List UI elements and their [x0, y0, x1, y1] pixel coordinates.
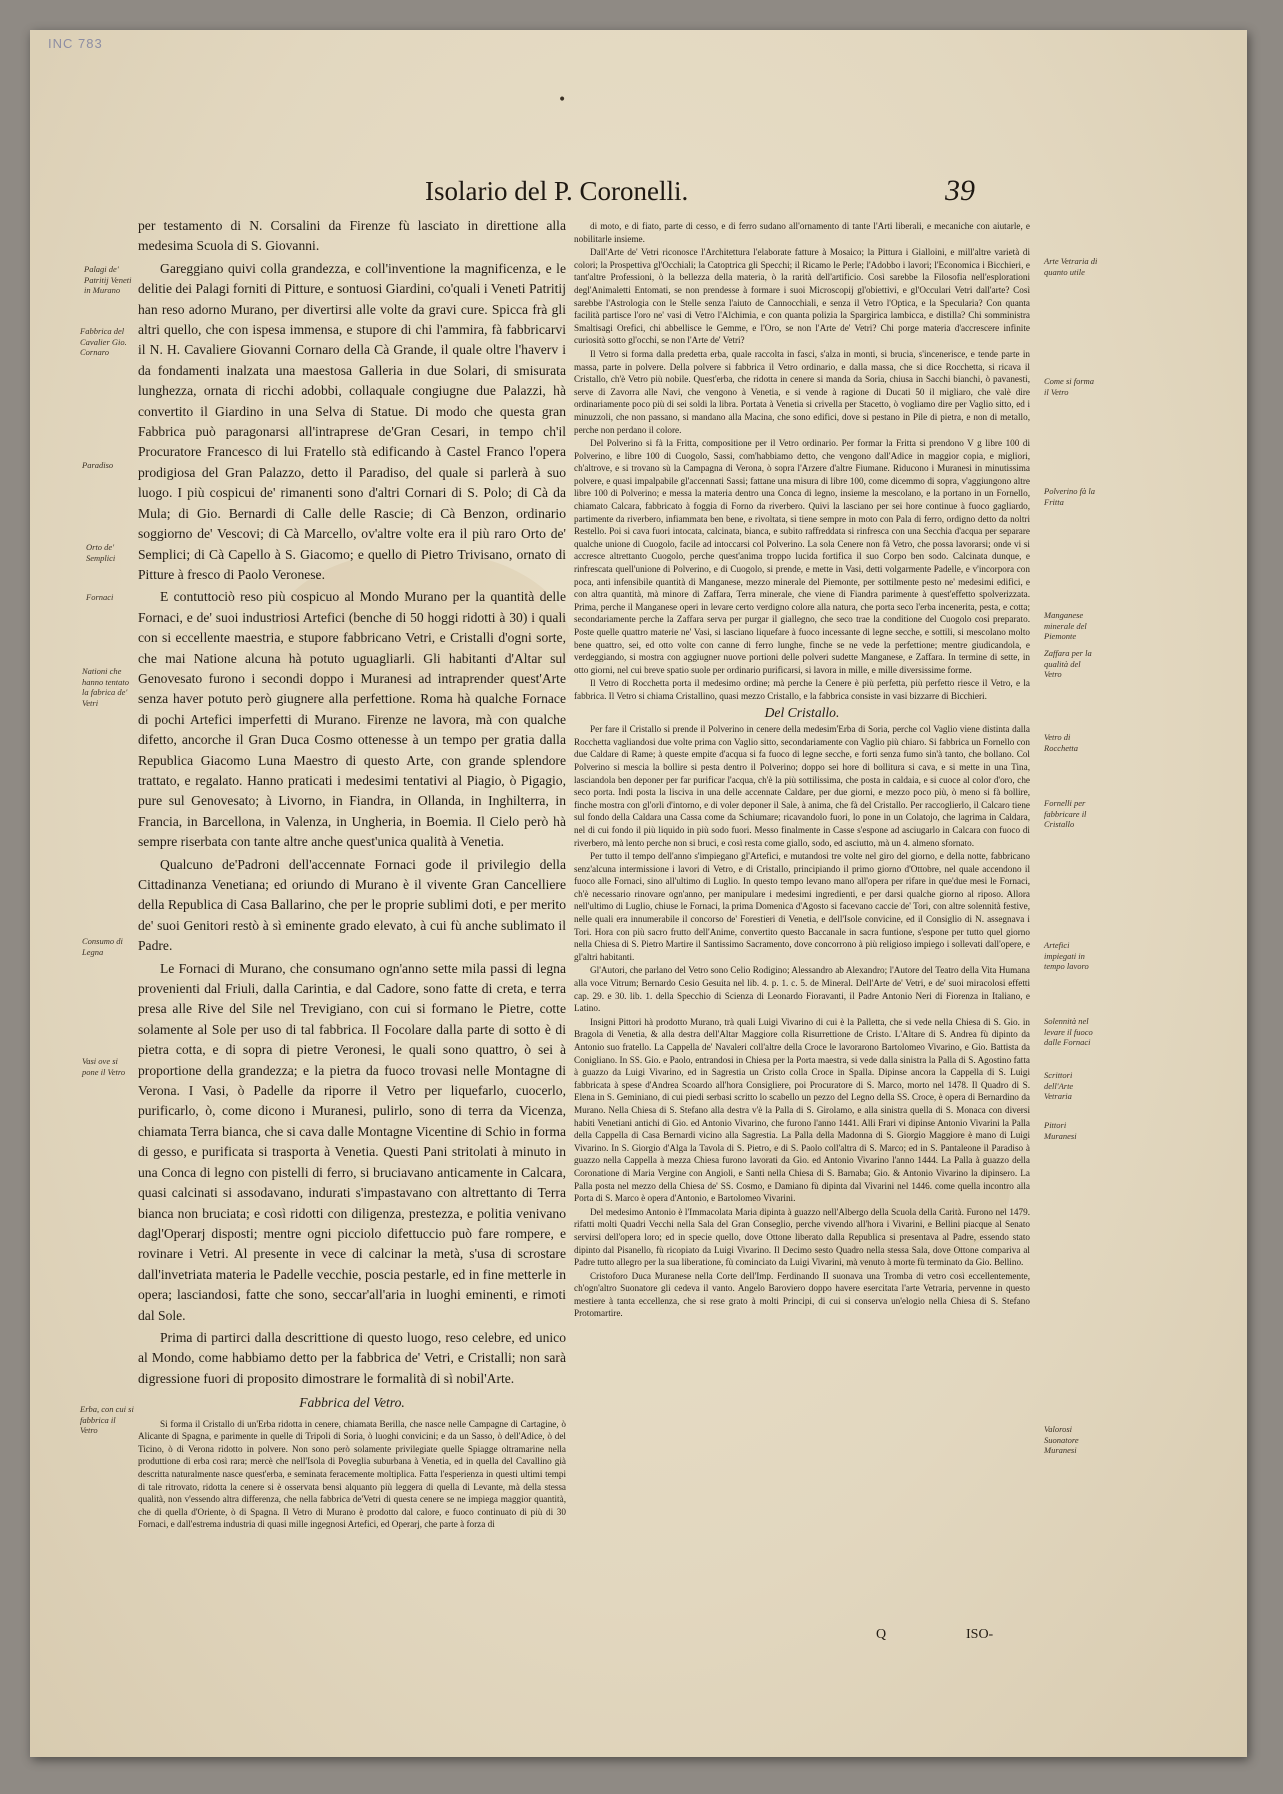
margin-note-polverino: Polverino fà la Fritta: [1044, 486, 1095, 507]
paragraph: Gareggiano quivi colla grandezza, e coll'inventione la magnificenza, e le delitie dei Palagi forniti di Pitture, e sontuosi Giardini, co'quali i Veneti Patritij han reso adorno Murano, per divertirsi alle volte da gravi cure. Spicca frà gli altri quello, che con ispesa immensa, e stupore di chi l'ammira, fà fabbricarvi il N. H. Cavaliere Giovanni Cornaro della Cà Grande, il quale oltre l'haverv i da fondamenti inalzata una maestosa Galleria in due Solari, di smisurata lunghezza, ornata di ricchi adobbi, collaquale congiugne due Palazzi, hà convertito il Giardino in una Selva di Statue. Di modo che questa gran Fabbrica può paragonarsi all'intraprese de'Gran Cesari, in tempo ch'il Procuratore Francesco di lui Fratello stà edificando à Castel Franco l'opera prodigiosa del Gran Palazzo, detto il Paradiso, del quale si parlerà à suo luogo. I più cospicui de' rimanenti sono d'altri Cornari di S. Polo; di Cà da Mula; di Gio. Bernardi di Calle delle Rascie; di Cà Benzon, ordinario soggiorno de' Vescovi; di Cà Marcello, ov'altre volte era il più raro Orto de' Semplici; di Cà Capello à S. Giacomo; e quello di Pietro Trivisano, ornato di Pitture à fresco di Paolo Veronese.: [138, 260, 566, 582]
margin-note-fornaci: Fornaci: [86, 592, 114, 602]
margin-note-artefici: Artefici impiegati in tempo lavoro: [1044, 940, 1089, 971]
paragraph: E contuttociò reso più cospicuo al Mondo Murano per la quantità delle Fornaci, e de' suoi industriosi Artefici (benche di 50 hoggi ridotti à 30) i quali con si eccellente maestria, e stupore fabbricano Vetri, e Cristalli d'ogni sorte, che mai Natione alcuna hà potuto uguagliarli. Gli habitanti d'Altar sul Genovesato furono i secondi doppo i Muranesi ad intraprender quest'Arte senza haver potuto però giugnere alla perfettione. Roma hà qualche Fornace di pochi Artefici imperfetti di Murano. Firenze ne lavora, mà con qualche difetto, ancorche il Gran Duca Cosmo ottenesse à un tempo per gratia dalla Republica Giacomo Luna Maestro di questo Arte, con grande splendore trattato, e regalato. Hanno praticati i medesimi tentativi al Piagio, ò Pigagio, pure sul Genovesato; à Livorno, in Fiandra, in Ollanda, in Inghilterra, in Francia, in Barcellona, in Valenza, in Ungheria, in Boemia. Il Cielo però hà sempre riserbata con tante altre anche quest'unica qualità à Venetia.: [138, 589, 566, 850]
paragraph-small: Si forma il Cristallo di un'Erba ridotta in cenere, chiamata Berilla, che nasce nelle Campagne di Cartagine, ò Alicante di Spagna, e parimente in quelle di Tripoli di Soria, ò luoghi convicini; e da un Sasso, ò dell'Adice, ò del Ticino, ò di Verona ridotto in polvere. Non sono però solamente privilegiate quelle Spiagge oltramarine nella produttione di erba così rara; mercè che nell'Isola di Poveglia suburbana à Venetia, ed in quella del Cavallino già descritta naturalmente nasce quest'erba, e seminata feracemente moltiplica. Fatta l'esperienza in questi ultimi tempi di tale ritrovato, ridotta la cenere si è osservata bensì alquanto più leggera di quella di Levante, mà della stessa qualità, non v'essendo altra differenza, che nella fabbrica de'Vetri di questa cenere se ne impiega maggior quantità, che di quella d'Oriente, ò di Spagna. Il Vetro di Murano è prodotto dal calore, e fuoco continuato di più di 30 Fornaci, e dall'estrema industria di quasi mille ingegnosi Artefici, ed Operarj, che parte à forza di: [138, 1418, 566, 1530]
margin-note-solennita: Solennità nel levare il fuoco dalle Fornaci: [1044, 1016, 1093, 1047]
paragraph: Gl'Autori, che parlano del Vetro sono Celio Rodigino; Alessandro ab Alexandro; l'Autore del Teatro della Vita Humana alla voce Vitrum; Bernardo Cesio Gesuita nel lib. 4. p. 1. c. 5. de Mineral. Dell'Arte de' Vetri, e de' suoi miracolosi effetti cap. 29. e 30. lib. 1. della Specchio di Scienza di Leonardo Fioravanti, il Padre Antonio Neri di Fiorenza in Italiano, e Latino.: [574, 965, 1030, 1014]
margin-note-rocchetta: Vetro di Rocchetta: [1044, 732, 1078, 753]
margin-note-come-forma: Come si forma il Vetro: [1044, 376, 1095, 397]
paragraph: Insigni Pittori hà prodotto Murano, trà quali Luigi Vivarino di cui è la Palletta, che si vede nella Chiesa di S. Gio. in Bragola di Venetia, & alla destra dell'Altar Maggiore colla Risurrettione de Cristo. L'Altare di S. Andrea fù dipinto da Antonio suo fratello. La Cappella de' Navaleri coll'altre della Croce le lavorarono Bartolomeo Vivarino, e Gio. Battista da Conigliano. In SS. Gio. e Paolo, entrandosi in Chiesa per la Porta maestra, si vede dalla sinistra la Palla di S. Agostino fatta à guazzo da Luigi Vivarino, ed in Sagrestia un Cristo colla Croce in Spalla. Dipinse ancora la Cappella di S. Luigi fabbricata à spese d'Andrea Scoardo all'hora Consigliere, poi Procuratore di S. Marco, morto nel 1478. Il Quadro di S. Elena in S. Geminiano, di cui piedi serbasi scritto lo scabello un pezzo del Legno della SS. Croce, è opera di Bernardino da Murano. Nella Chiesa di S. Stefano alla destra v'è la Palla di S. Girolamo, e alla sinistra quella di S. Monaca con diversi habiti Venetiani antichi di Gio. ed Antonio Vivarino, che furono l'anno 1441. Alli Frari vi dipinse Antonio Vivarini la Palla della Cappella di Casa Bernardi vicino alla Sagrestia. La Palla della Madonna di S. Giorgio Maggiore è mano di Luigi Vivarino. In S. Giorgio d'Alga la Tavola di S. Pietro, e di S. Paolo coll'altra di S. Marco; ed in S. Pantaleone il Paradiso à guazzo nella Cappella à mezza Chiesa furono lavorati da Gio. ed Antonio Vivarino l'anno 1444. La Palla à guazzo della Coronatione di Maria Vergine con Angioli, e Santi nella Chiesa di S. Barnaba; Gio. & Antonio Vivarino la dipinsero. La Palla posta nel mezzo della Chiesa de' SS. Cosmo, e Damiano fù dipinta dal Vivarini nel 1446. come quella incontro alla Porta di S. Marco è opera d'Antonio, e Bartolomeo Vivarini.: [574, 1016, 1030, 1204]
margin-note-scrittori: Scrittori dell'Arte Vetraria: [1044, 1070, 1074, 1101]
paper-sheet: [30, 30, 1247, 1757]
paragraph: Il Vetro si forma dalla predetta erba, quale raccolta in fasci, s'alza in monti, si brucia, s'incenerisce, e tende parte in massa, parte in polvere. Della polvere si fabbrica il Vetro ordinario, e dalla massa, che si dice Rocchetta, si ricava il Cristallo, ch'è Vetro più nobile. Quest'erba, che ridotta in cenere si manda da Soria, chiusa in Sacchi bianchi, ò pavanesti, serve di Zavorra alle Navi, che vengono à Venetia, e si vende à ragione di Ducati 50 il migliaro, che valè dire ordinariamente poco più di sei soldi la libra. Portata à Venetia si crivella per Stacetto, ò vogliamo dire per Vaglio sitto, ed i minuzzoli, che non passano, si mandano alla Macina, che sono edifici, dove si pestano in Pile di pietra, e non di metallo, perche non perdano il colore.: [574, 348, 1030, 435]
margin-note-arte-vetro: Arte Vetraria di quanto utile: [1044, 256, 1098, 277]
page-number: 39: [945, 174, 975, 207]
paragraph: Cristoforo Duca Muranese nella Corte dell'Imp. Ferdinando II suonava una Tromba di vetro così eccellentemente, ch'ogn'altro Suonatore gli cedeva il vanto. Angelo Baroviero doppo havere esercitata l'arte Vetraria, pervenne in questo mestiere à tanta eccellenza, che si rese grato à molti Principi, di cui si conserva un'elogio nella Chiesa di S. Stefano Protomartire.: [574, 1270, 1030, 1319]
margin-note-vasi: Vasi ove si pone il Vetro: [82, 1056, 126, 1077]
margin-note-nationi: Nationi che hanno tentato la fabrica de' Vetri: [82, 666, 129, 708]
paragraph: Prima di partirci dalla descrittione di questo luogo, reso celebre, ed unico al Mondo, come habbiamo detto per la fabbrica de' Vetri, e Cristalli; non sarà digressione fuori di proposito dimostrare le formalità di sì nobil'Arte.: [138, 1329, 566, 1386]
section-heading: Fabbrica del Vetro.: [299, 1395, 405, 1411]
margin-note-manganese: Manganese minerale del Piemonte: [1044, 610, 1087, 641]
margin-note-zaffara: Zaffara per la qualità del Vetro: [1044, 648, 1092, 679]
paragraph: Le Fornaci di Murano, che consumano ogn'anno sette mila passi di legna provenienti dal Friuli, dalla Carintia, e dal Cadore, sono fatte di creta, e terra presa alle Rive del Sile nel Trevigiano, con cui si formano le Pietre, cotte solamente al Sole per uso di tal fabbrica. Il Focolare dalla parte di sotto è di pietra cotta, e di sopra di pietre Veronesi, le quali sono quattro, ò sei à proportione della grandezza; e la pietra da fuoco trovasi nelle Montagne di Verona. I Vasi, ò Padelle da riporre il Vetro per liquefarlo, cuocerlo, purificarlo, ò, come dicono i Muranesi, pulirlo, sono di terra da Vicenza, chiamata Terra bianca, che si cava dalle Montagne Vicentine di Schio in forma di gesso, e purificata si trasporta à Venetia. Questi Pani stritolati à minuto in una Conca di legno con pistelli di ferro, si bruciavano anticamente in Calcara, quasi calcinati si assodavano, indurati s'impastavano con altrettanto di Terra bianca non bruciata; e così ridotti con diligenza, prestezza, e politia venivano dagl'Operarj disposti; mentre ogni picciolo difettuccio può fare rompere, e rovinare i Vetri. Al presente in vece di calcinar la metà, s'usa di scrostare dall'invetriata materia le Padelle vecchie, poscia pestarle, ed in fine metterle in opera; lasciandosi, fatte che sono, seccar'all'aria in luoghi eminenti, e rimoti dal Sole.: [138, 960, 566, 1323]
paragraph: Del medesimo Antonio è l'Immacolata Maria dipinta à guazzo nell'Albergo della Scuola della Carità. Furono nel 1479. rifatti molti Quadri Vecchi nella Sala del Gran Conseglio, perche vivendo all'hora i Vivarini, e Bellini piacque al Senato servirsi dell'opera loro; ed in specie quello, dove Ottone liberato dalla Republica si presentava al Padre, essendo stato dipinto dal Pisanello, fù ricopiato da Luigi Vivarino. Il Decimo sesto Quadro nella stessa Sala, dove Ottone compariva al Padre tutto allegro per la sua liberatione, fù cominciato da Luigi Vivarini, mà venuto à morte fù terminato da Gio. Bellino.: [574, 1206, 1030, 1268]
margin-note-consumo: Consumo di Legna: [82, 936, 123, 957]
margin-note-fabbrica-cornaro: Fabbrica del Cavalier Gio. Cornaro: [80, 326, 127, 357]
margin-note-erba: Erba, con cui si fabbrica il Vetro: [80, 1404, 134, 1435]
page-title: Isolario del P. Coronelli.: [425, 176, 689, 206]
paragraph: per testamento di N. Corsalini da Firenze fù lasciato in direttione alla medesima Scuola di S. Giovanni.: [138, 218, 566, 254]
paragraph: Qualcuno de'Padroni dell'accennate Fornaci gode il privilegio della Cittadinanza Venetiana; ed oriundo di Murano è il vivente Gran Cancelliere della Republica di Casa Ballarino, che per le proprie sublimi doti, e per merito de' suoi Genitori restò à sì eminente grado elevato, à cui fù anche sublimato il Padre.: [138, 856, 566, 954]
margin-note-pittori: Pittori Muranesi: [1044, 1120, 1077, 1141]
paragraph: Per fare il Cristallo si prende il Polverino in cenere della medesim'Erba di Soria, perche col Vaglio viene distinta dalla Rocchetta vagliandosi due volte prima con Vaglio sitto, secondariamente con Vaglio più chiaro. Si fabbrica un Fornello con due Caldare di Rame; à queste empite d'acqua si fa fuoco di legne secche, e forti senza fumo sin'à tanto, che bollano. Col Polverino si mescia la bollire si pesta dentro il Polverino; doppo sei hore di bollitura si cava, e si mette in una Tina, lasciandola ben deponer per far purificar l'acqua, ch'è la più sottilissima, che posta in caldaia, e si cuoce al color d'oro, che seco porta. Indi posta la lisciva in una delle accennate Caldare, per due giorni, e mezzo poco più, ò meno si fà bollire, finche mostra con gl'orli d'intorno, e di voler deponer il Sale, à anima, che fà del Cristallo. Per raccoglierlo, il Calcaro tiene sul fondo della Caldara una Cassa come da Schiumare; ricavandolo fuori, lo pone in un Colatojo, che lagrima in Caldara, nel di cui fondo il più liquido in più sodo fuori. Messo finalmente in Casse s'espone ad asciugarlo in Calcara con fuoco di riverbero, mà lento perche non si bruci, e così resta come giallo, sodo, ed asciutto, mà un 4. almeno sfornato.: [574, 724, 1030, 848]
paragraph: Il Vetro di Rocchetta porta il medesimo ordine; mà perche la Cenere è più perfetta, più perfetto riesce il Vetro, e la fabbrica. Il Vetro si chiama Cristallino, quasi mezzo Cristallo, e la fabbrica consiste in vasi bizzarre di Bicchieri.: [574, 678, 1030, 701]
pencil-mark: INC 783: [48, 36, 103, 51]
paragraph: Dall'Arte de' Vetri riconosce l'Architettura l'elaborate fatture à Mosaico; la Pittura i Gialloini, e mill'altre varietà di colori; la Prospettiva gl'Occhiali; la Catoptrica gli Specchi; il Ricamo le Perle; l'Adobbo i lavori; l'Economica i Bicchieri, e tant'altre Professioni, ò la bellezza della materia, ò la rarità dell'artificio. Così sarebbe la Filosofia nell'esplorationi degl'Animaletti Entomati, se non prendesse à formare i suoi Microscopij gl'obiettivi, e gl'Occulari Vetri dall'arte? Così sarebbe l'Astrologia con le Stelle senza l'aiuto de Cannocchiali, e senza il Vetro l'Optica, e la Specularia? Con quanta facilità partisce l'oro ne' vasi di Vetro l'Alchimia, e con quanta polizia la Spargirica lambicca, e distilla? Chi somministra Smaltisagi Orefici, chi abbellisce le Gemme, e l'Oro, se non l'Arte de' Vetri? Chi porge materia d'accrescere infinite curiosità sotto gl'occhi, se non l'Arte de' Vetri?: [574, 247, 1030, 346]
margin-note-palagi: Palagi de' Patritij Veneti in Murano: [84, 264, 132, 295]
paragraph: Del Polverino si fà la Fritta, compositione per il Vetro ordinario. Per formar la Fritta si prendono V g libre 100 di Polverino, e libre 100 di Cuogolo, Sassi, com'habbiamo detto, che vengono dall'Adice in maggior copia, e migliori, ch'altrove, e si trovano sù la Campagna di Verona, ò sopra l'Arzere d'altre Fiumane. Riducono i Muranesi in minutissima polvere, e quasi impalpabile gl'accennati Sassi; fattane una misura di libre 100, come dicemmo di sopra, v'aggiungono altre libre 100 di Polverino; e messa la materia dentro una Conca di legno, insieme la mescolano, e la portano in un Fornello, chiamato Calcara, fabbricato à foggia di Forno da riverbero. Quivi la lasciano per sei hore continue à fuoco gagliardo, partimente da riverbero, infiammata ben bene, e rivoltata, si tiene sempre in moto con Pala di ferro, ordigno detto da noltri Restello. Poi si cava fuori intocata, calcinata, bianca, e subito raffreddata si rinfresca con una Secchia d'acqua per separare qualche unione di Cuogolo, facile ad intoccarsi col Polverino. La sola Cenere non fà Vetro, che possa lavorarsi; onde vi si accresce altrettanto Cuogolo, perche quest'anima troppo lucida fortifica il suo Corpo ben sodo. Calcinata dunque, e rinfrescata quell'unione di Polverino, e di Cuogolo, si prende, e mette in Vasi, detti volgarmente Padelle, e v'incorpora con poca, anti infensibile quantità di Manganese, mezzo minerale del Piemonte, per sottilmente pesto ne' medesimi edifici, e con altra quantità, mà minore di Zaffara, Terra minerale, che viene di Fiandra parimente à quest'effetto spolverizzata. Prima, perche il Manganese operi in levare certo verdigno colore alla natura, che porta seco l'erba incenerita, pesta, e cotta; secondariamente perche la Zaffara serva per purgar il giallegno, che seco trae la conditione del Cuogolo cosi preparato. Poste quelle quattro materie ne' Vasi, si lasciano liquefare à fuoco incessante di legne secche, e sottili, si mescolano molto bene quattro, sei, ed otto volte con canne di ferro lunghe, finche se ne vede la perfettione; mentre giudicandola, e verdeggiando, si mostra con aggiugner nuove portioni delle polveri sudette Manganese, e Zaffara. In termine di sette, in otto giorni, nel cui breve spatio suole per ordinario purificarsi, si lavora in mille, e mille diversissime forme.: [574, 438, 1030, 675]
paragraph: di moto, e di fiato, parte di cesso, e di ferro sudano all'ornamento di tante l'Arti liberali, e mecaniche con aiutarle, e nobilitarle insieme.: [574, 221, 1030, 244]
margin-note-paradiso: Paradiso: [82, 460, 114, 470]
ornament-dot: •: [558, 92, 567, 108]
paragraph: Per tutto il tempo dell'anno s'impiegano gl'Artefici, e mutandosi tre volte nel giro del giorno, e della notte, fabbricano senz'alcuna intermissione i lavori di Vetro, e di Cristallo, principiando il primo giorno d'Ottobre, nel quale accendono il fuoco alle Fornaci, sino all'ultimo di Luglio. In questo tempo levano mano all'opera per rifare in que'due mesi le Fornaci, ch'è necessario rinovare ogn'anno, per manipulare i medesimi ingredienti, e per darsi qualche giorno al riposo. Allora nell'ultimo di Luglio, chiuse le Fornaci, la prima Domenica d'Agosto si facevano caccie de' Tori, con altre solennità festive, nelle quali era innumerabile il concorso de' Forestieri di Venetia, e dell'Isole convicine, ed il Consiglio di N. assegnava i Tori. Hora con più sacro frutto dell'Anime, convertito questo Baccanale in sacra funtione, s'espone per tutto quel giorno nella Chiesa di S. Pietro Martire il Santissimo Sacramento, dove concorrono à più religioso impiego i sollevati dall'opere, e gl'altri habitanti.: [574, 851, 1030, 962]
margin-note-valorosi: Valorosi Suonatore Muranesi: [1044, 1424, 1079, 1455]
catchword-left: Q: [876, 1627, 887, 1642]
catchword-right: ISO-: [966, 1627, 994, 1642]
left-column: [138, 216, 566, 1530]
section-heading: Del Cristallo.: [764, 704, 840, 720]
margin-note-orto: Orto de' Semplici: [86, 542, 116, 563]
margin-note-fornelli: Fornelli per fabbricare il Cristallo: [1044, 798, 1087, 829]
right-column: [574, 220, 1030, 1640]
